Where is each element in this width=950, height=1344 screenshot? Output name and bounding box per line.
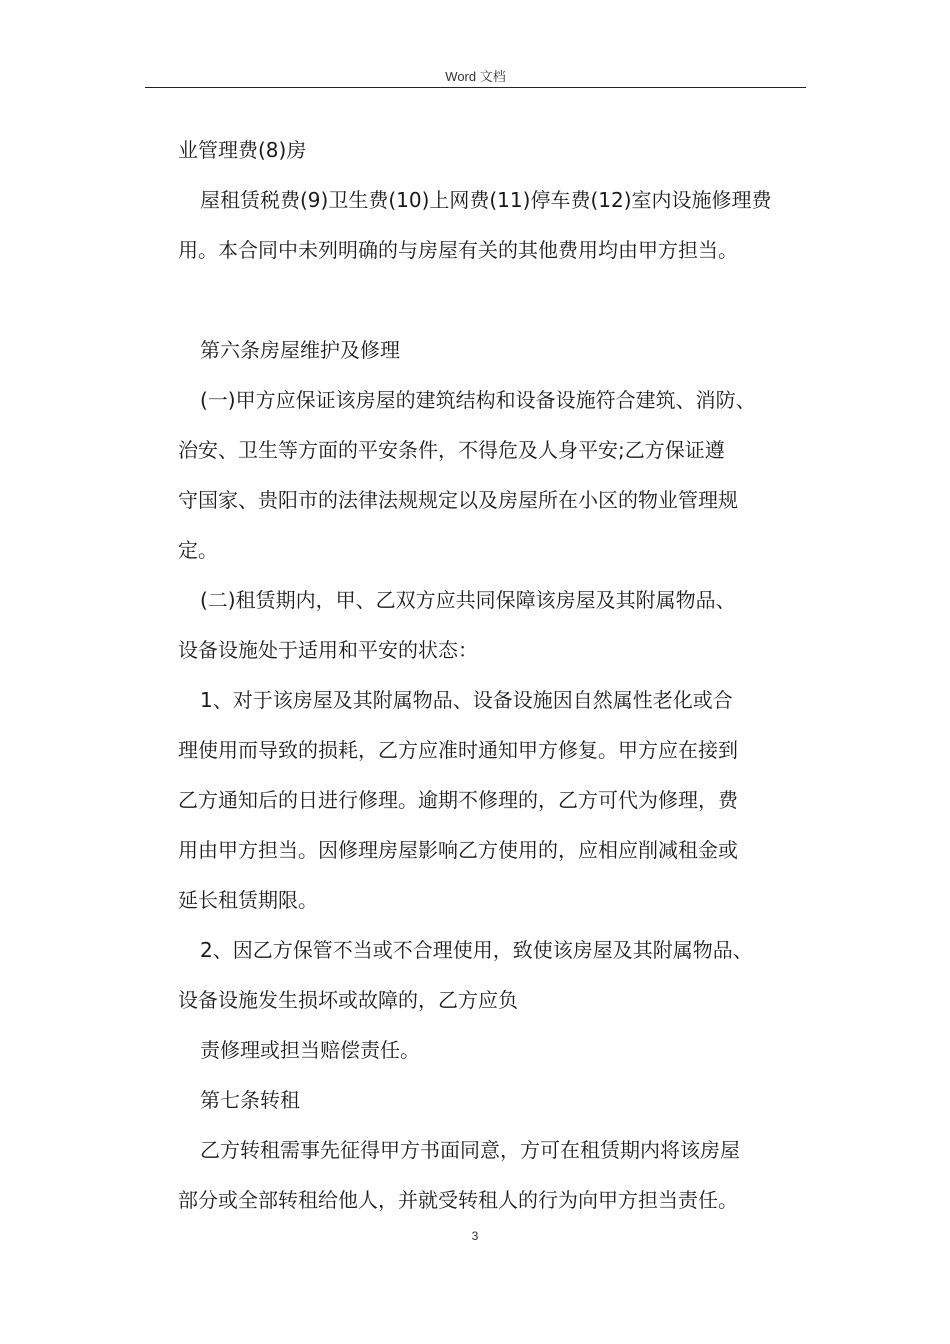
page-header: Word 文档 [445, 69, 506, 84]
text-line: (二)租赁期内，甲、乙双方应共同保障该房屋及其附属物品、 [200, 588, 736, 612]
text-line: 理使用而导致的损耗，乙方应准时通知甲方修复。甲方应在接到 [178, 738, 738, 762]
text-line: 守国家、贵阳市的法律法规规定以及房屋所在小区的物业管理规 [178, 488, 738, 512]
text-line: 治安、卫生等方面的平安条件，不得危及人身平安;乙方保证遵 [178, 438, 725, 462]
text-line: 责修理或担当赔偿责任。 [200, 1038, 420, 1062]
header-divider [145, 87, 806, 88]
section-heading: 第七条转租 [200, 1088, 300, 1112]
text-line: 部分或全部转租给他人，并就受转租人的行为向甲方担当责任。 [178, 1188, 738, 1212]
text-line: 设备设施发生损坏或故障的，乙方应负 [178, 988, 518, 1012]
text-line: 乙方通知后的日进行修理。逾期不修理的，乙方可代为修理，费 [178, 788, 738, 812]
text-line: (一)甲方应保证该房屋的建筑结构和设备设施符合建筑、消防、 [200, 388, 756, 412]
text-line: 乙方转租需事先征得甲方书面同意，方可在租赁期内将该房屋 [200, 1138, 740, 1162]
text-line: 1、对于该房屋及其附属物品、设备设施因自然属性老化或合 [200, 688, 733, 712]
text-line: 屋租赁税费(9)卫生费(10)上网费(11)停车费(12)室内设施修理费 [200, 188, 772, 212]
section-heading: 第六条房屋维护及修理 [200, 338, 400, 362]
text-line: 用由甲方担当。因修理房屋影响乙方使用的，应相应削减租金或 [178, 838, 738, 862]
text-line: 业管理费(8)房 [178, 138, 307, 162]
text-line: 延长租赁期限。 [178, 888, 318, 912]
text-line: 用。本合同中未列明确的与房屋有关的其他费用均由甲方担当。 [178, 238, 738, 262]
text-line: 定。 [178, 538, 218, 562]
page-number: 3 [471, 1229, 479, 1243]
text-line: 设备设施处于适用和平安的状态： [178, 638, 478, 662]
text-line: 2、因乙方保管不当或不合理使用，致使该房屋及其附属物品、 [200, 938, 753, 962]
